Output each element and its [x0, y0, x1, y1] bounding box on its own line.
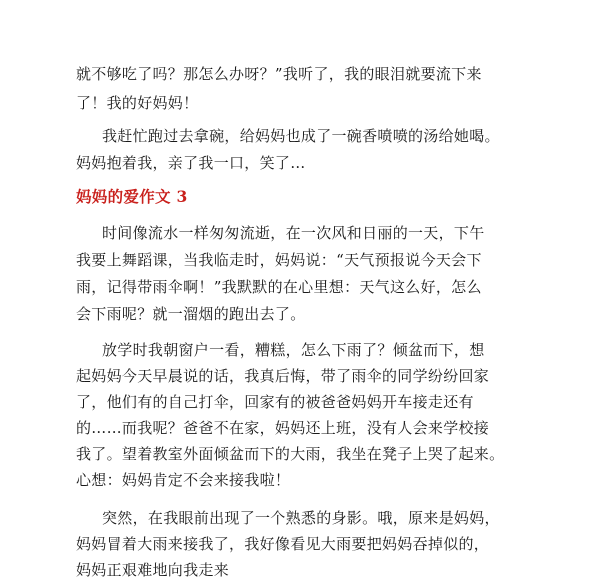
paragraph-start-line: 突然，在我眼前出现了一个熟悉的身影。哦，原来是妈妈， [102, 509, 500, 527]
paragraph-start-line: 我赶忙跑过去拿碗，给妈妈也成了一碗香喷喷的汤给她喝。 [102, 127, 500, 145]
text-line: 妈妈抱着我，亲了我一口，笑了… [76, 154, 306, 172]
text-line: 我了。望着教室外面倾盆而下的大雨，我坐在凳子上哭了起来。 [76, 445, 505, 463]
text-line: 会下雨呢？就一溜烟的跑出去了。 [76, 305, 306, 323]
text-line: 就不够吃了吗？那怎么办呀？”我听了，我的眼泪就要流下来 [76, 65, 482, 83]
text-line: 心想：妈妈肯定不会来接我啦！ [76, 471, 291, 489]
section-heading: 妈妈的爱作文 3 [76, 187, 188, 206]
paragraph-start-line: 放学时我朝窗户一看，糟糕，怎么下雨了？倾盆而下，想 [102, 341, 485, 359]
text-line: 妈妈冒着大雨来接我了，我好像看见大雨要把妈妈吞掉似的， [76, 535, 490, 553]
text-line: 了，他们有的自己打伞，回家有的被爸爸妈妈开车接走还有 [76, 393, 474, 411]
paragraph-start-line: 时间像流水一样匆匆流逝，在一次风和日丽的一天，下午 [102, 224, 485, 242]
text-line: 的……而我呢？爸爸不在家，妈妈还上班，没有人会来学校接 [76, 419, 490, 437]
text-line: 妈妈正艰难地向我走来 [76, 561, 230, 579]
text-line: 雨，记得带雨伞啊！”我默默的在心里想：天气这么好，怎么 [76, 278, 482, 296]
text-line: 我要上舞蹈课，当我临走时，妈妈说：“天气预报说今天会下 [76, 251, 482, 269]
text-line: 了！我的好妈妈！ [76, 94, 199, 112]
text-line: 起妈妈今天早晨说的话，我真后悔，带了雨伞的同学纷纷回家 [76, 367, 490, 385]
